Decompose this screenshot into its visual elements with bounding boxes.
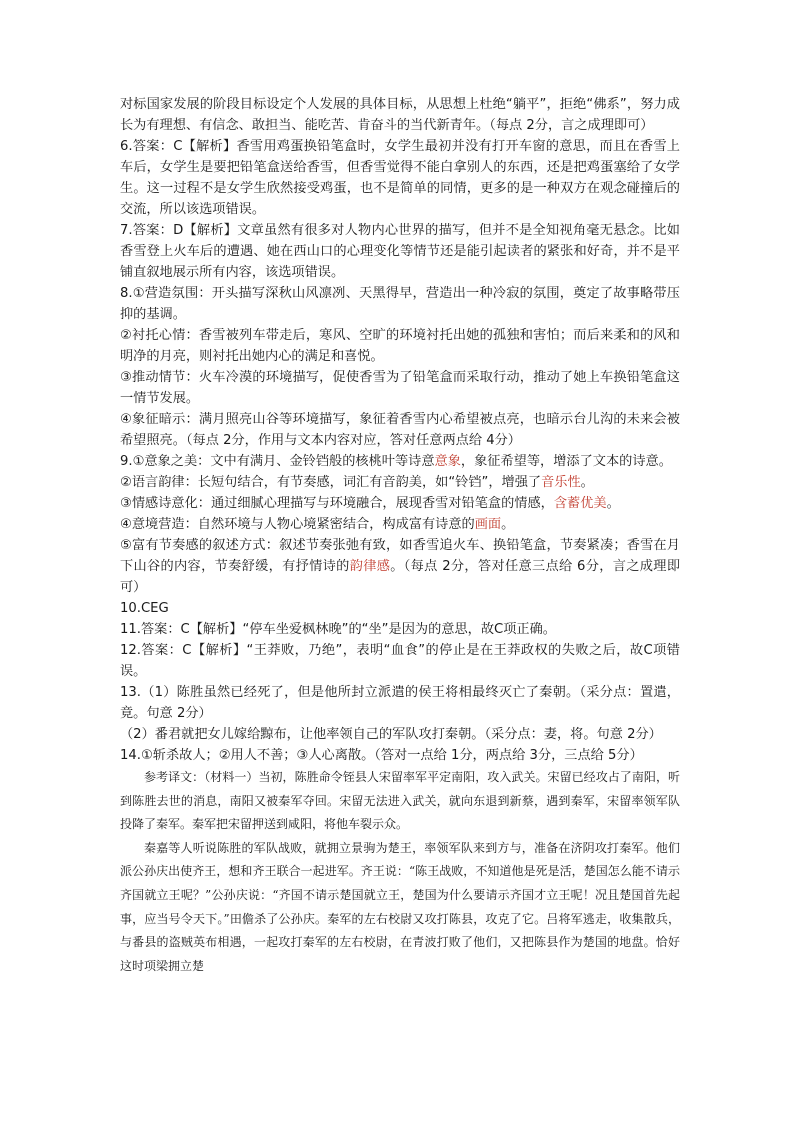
answer-9-point-4 bbox=[120, 514, 680, 535]
answer-7: 7.答案：D【解析】文章虽然有很多对人物内心世界的描写，但并不是全知视角毫无悬念。比如香雪登上火车后的遭遇、她在西山口的心理变化等情节还是能引起读者的紧张和好奇，并不是平铺直叙地展示所有内容，该选项错误。 bbox=[120, 223, 680, 280]
answer-8-point-2: ②衬托心情：香雪被列车带走后，寒风、空旷的环境衬托出她的孤独和害怕；而后来柔和的风和明净的月亮，则衬托出她内心的满足和喜悦。 bbox=[120, 328, 680, 364]
document-page bbox=[120, 94, 680, 978]
answer-9-point-2 bbox=[120, 472, 680, 493]
highlight: 韵律感 bbox=[349, 559, 391, 574]
highlight: 意象 bbox=[434, 454, 461, 469]
text: 。 bbox=[580, 475, 594, 490]
translation-paragraph-2: 秦嘉等人听说陈胜的军队战败，就拥立景驹为楚王，率领军队来到方与，准备在济阴攻打秦军。他们派公孙庆出使齐王，想和齐王联合一起进军。齐王说：“陈王战败，不知道他是死是活，楚国怎么能不请示齐国就立王呢？”公孙庆说：“齐国不请示楚国就立王，楚国为什么要请示齐国才立王呢！况且楚国首先起事，应当号令天下。”田儋杀了公孙庆。秦军的左右校尉又攻打陈县，攻克了它。吕将军逃走，收集散兵，与番县的盗贼英布相遇，一起攻打秦军的左右校尉，在青波打败了他们，又把陈县作为楚国的地盘。恰好这时项梁拥立楚 bbox=[120, 840, 680, 973]
answer-11: 11.答案：C【解析】“停车坐爱枫林晚”的“坐”是因为的意思，故C项正确。 bbox=[120, 622, 556, 637]
answer-8-point-1: 8.①营造氛围：开头描写深秋山风凛冽、天黑得早，营造出一种冷寂的氛围，奠定了故事略带压抑的基调。 bbox=[120, 286, 680, 322]
answer-8-point-3: ③推动情节：火车冷漠的环境描写，促使香雪为了铅笔盒而采取行动，推动了她上车换铅笔盒这一情节发展。 bbox=[120, 370, 680, 406]
highlight: 音乐性 bbox=[541, 475, 581, 490]
answer-12: 12.答案：C【解析】“王莽败，乃绝”，表明“血食”的停止是在王莽政权的失败之后，故C项错误。 bbox=[120, 643, 680, 679]
answer-13-part-2: （2）番君就把女儿嫁给黥布，让他率领自己的军队攻打秦朝。（采分点：妻，将。句意 2分） bbox=[120, 727, 662, 742]
translation-paragraph-1: 参考译文：（材料一）当初，陈胜命令铚县人宋留率军平定南阳，攻入武关。宋留已经攻占了南阳，听到陈胜去世的消息，南阳又被秦军夺回。宋留无法进入武关，就向东退到新蔡，遇到秦军，宋留率领军队投降了秦军。秦军把宋留押送到咸阳，将他车裂示众。 bbox=[120, 770, 680, 832]
answer-9-point-1 bbox=[120, 451, 680, 472]
text: ②语言韵律：长短句结合，有节奏感，词汇有音韵美，如“铃铛”，增强了 bbox=[120, 475, 542, 490]
text: ③情感诗意化：通过细腻心理描写与环境融合，展现香雪对铅笔盒的情感， bbox=[120, 496, 554, 511]
answer-9-point-5 bbox=[120, 535, 680, 598]
answer-10: 10.CEG bbox=[120, 601, 169, 616]
highlight: 含蓄优美 bbox=[553, 496, 607, 511]
answer-9-point-3 bbox=[120, 493, 680, 514]
highlight: 画面 bbox=[474, 517, 502, 532]
answer-13-part-1: 13.（1）陈胜虽然已经死了，但是他所封立派遣的侯王将相最终灭亡了秦朝。（采分点：置遣，竟。句意 2分） bbox=[120, 685, 680, 721]
answer-8-point-4: ④象征暗示：满月照亮山谷等环境描写，象征着香雪内心希望被点亮，也暗示台儿沟的未来会被希望照亮。（每点 2分，作用与文本内容对应，答对任意两点给 4分） bbox=[120, 412, 680, 448]
answer-14: 14.①斩杀故人；②用人不善；③人心离散。（答对一点给 1分，两点给 3分，三点给 5分） bbox=[120, 748, 643, 763]
answer-6: 6.答案：C【解析】香雪用鸡蛋换铅笔盒时，女学生最初并没有打开车窗的意思，而且在香雪上车后，女学生是要把铅笔盒送给香雪，但香雪觉得不能白拿别人的东西，还是把鸡蛋塞给了女学生。这一过程不是女学生欣然接受鸡蛋，也不是简单的同情，更多的是一种双方在观念碰撞后的交流，所以该选项错误。 bbox=[120, 139, 680, 217]
text: 。 bbox=[606, 496, 620, 511]
text: ⑤富有节奏感的叙述方式：叙述节奏张弛有致，如香雪追火车、换铅笔盒，节奏紧凑；香雪在月下山谷的内容，节奏舒缓，有抒情诗的 bbox=[120, 538, 680, 574]
intro-paragraph: 对标国家发展的阶段目标设定个人发展的具体目标，从思想上杜绝“躺平”，拒绝“佛系”，努力成长为有理想、有信念、敢担当、能吃苦、肯奋斗的当代新青年。（每点 2分，言之成理即可） bbox=[120, 97, 680, 133]
text: 。 bbox=[501, 517, 515, 532]
text: ④意境营造：自然环境与人物心境紧密结合，构成富有诗意的 bbox=[120, 517, 475, 532]
text: 。（每点 2分，答对任意三点给 6分，言之成理即可） bbox=[120, 559, 681, 595]
text: 9.①意象之美：文中有满月、金铃铛般的核桃叶等诗意 bbox=[120, 454, 435, 469]
text: ，象征希望等，增添了文本的诗意。 bbox=[460, 454, 672, 469]
